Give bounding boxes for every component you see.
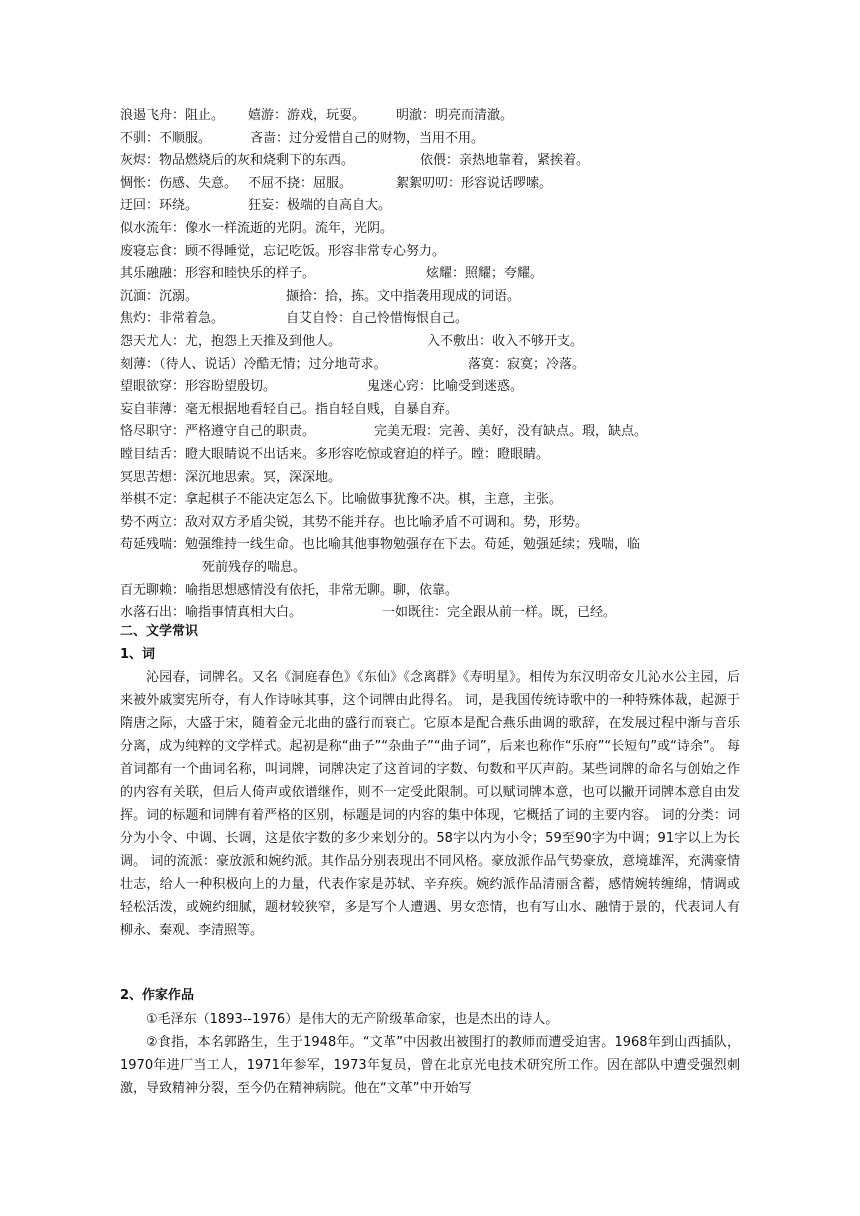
vocab-entry: [120, 151, 590, 171]
ci-paragraph-text: 沁园春，词牌名。又名《洞庭春色》《东仙》《念离群》《寿明星》。相传为东汉明帝女儿沁水公主园，后来被外戚窦宪所夺，有人作诗咏其事，这个词牌由此得名。 词，是我国传统诗歌中的一种特殊体裁，起源于隋唐之际，大盛于宋，随着金元北曲的盛行而衰亡。它原本是配合燕乐曲调的歌辞，在发展过程中渐与音乐分离，成为纯粹的文学样式。起初是称“曲子”“杂曲子”“曲子词”，后来也称作“乐府”“长短句”或“诗余”。 每首词都有一个曲词名称，叫词牌，词牌决定了这首词的字数、句数和平仄声韵。某些词牌的命名与创始之作的内容有关联，但后人倚声或依谱继作，则不一定受此限制。可以赋词牌本意，也可以撇开词牌本意自由发挥。词的标题和词牌有着严格的区别，标题是词的内容的集中体现，它概括了词的主要内容。 词的分类：词分为小令、中调、长调，这是依字数的多少来划分的。58字以内为小令；59至90字为中调；91字以上为长调。 词的流派：豪放派和婉约派。其作品分别表现出不同风格。豪放派作品气势豪放，意境雄浑，充满豪情壮志，给人一种积极向上的力量，代表作家是苏轼、辛弃疾。婉约派作品清丽含蓄，感情婉转缠绵，情调或轻松活泼，或婉约细腻，题材较狭窄，多是写个人遭遇、男女恋情，也有写山水、融情于景的，代表词人有柳永、秦观、李清照等。: [120, 670, 740, 938]
vocab-term: 撷拾：拾，拣。文中指袭用现成的词语。: [286, 288, 521, 304]
vocab-term: 惆怅：伤感、失意。: [120, 175, 238, 191]
vocab-term: 吝啬：过分爱惜自己的财物，当用不用。: [250, 130, 485, 146]
vocab-term: 浪遏飞舟：阻止。: [120, 108, 225, 123]
vocab-entry: [120, 174, 553, 194]
vocab-entry: [120, 445, 549, 465]
vocab-term: 自艾自怜：自己怜惜悔恨自己。: [286, 311, 469, 327]
vocab-term: 鬼迷心窍：比喻受到迷惑。: [367, 379, 524, 395]
vocab-term: 举棋不定：拿起棋子不能决定怎么下。比喻做事犹豫不决。棋，主意，主张。: [120, 492, 563, 508]
vocab-term: 百无聊赖：喻指思想感情没有依托，非常无聊。聊，依靠。: [120, 582, 459, 598]
vocab-term: 妄自菲薄：毫无根据地看轻自己。指自轻自贱，自暴自弃。: [120, 401, 459, 417]
vocab-term: 灰烬：物品燃烧后的灰和烧剩下的东西。: [120, 153, 355, 169]
vocab-term: 狂妄：极端的自高自大。: [248, 198, 392, 214]
vocab-entry: [120, 581, 458, 601]
vocab-term: 依偎：亲热地靠着，紧挨着。: [420, 153, 590, 169]
vocab-term: 絮絮叨叨：形容说话啰嗦。: [396, 175, 553, 191]
vocab-entry: [120, 422, 648, 442]
vocab-entry: [120, 355, 586, 375]
vocab-term: 一如既往：完全跟从前一样。既，已经。: [382, 605, 617, 621]
vocab-term: 水落石出：喻指事情真相大白。: [120, 605, 303, 621]
vocab-term: 似水流年：像水一样流逝的光阴。流年，光阴。: [120, 221, 394, 236]
vocab-term: 恪尽职守：严格遵守自己的职责。: [120, 424, 316, 440]
vocab-term: 不驯：不顺服。: [120, 130, 212, 146]
vocab-term: 入不敷出：收入不够开支。: [427, 334, 584, 349]
vocab-entry: [120, 603, 617, 623]
ci-paragraph: [120, 666, 740, 942]
vocab-term: 刻薄：（待人、说话）冷酷无情；过分地苛求。: [120, 356, 387, 372]
vocab-entry-continuation: 死前残存的喘息。: [202, 560, 307, 575]
vocab-term: 炫耀：照耀；夸耀。: [426, 266, 544, 282]
vocab-term: 冥思苦想：深沉地思索。冥，深深地。: [120, 469, 342, 485]
vocab-term: 势不两立：敌对双方矛盾尖锐，其势不能并存。也比喻矛盾不可调和。势，形势。: [120, 514, 589, 530]
vocab-entry: [120, 196, 392, 216]
vocab-entry: [120, 219, 393, 239]
vocab-entry: [120, 106, 514, 126]
authors-section: [120, 1008, 740, 1100]
subsection-title-authors: 2、作家作品: [120, 988, 195, 1003]
vocab-entry: [120, 264, 544, 284]
vocab-entry: [120, 287, 521, 307]
vocab-entry: [120, 377, 524, 397]
vocab-term: 明澈：明亮而清澈。: [396, 108, 514, 123]
vocab-term: 嬉游：游戏，玩耍。: [248, 108, 366, 123]
vocab-term: 瞠目结舌：瞪大眼睛说不出话来。多形容吃惊或窘迫的样子。瞠：瞪眼睛。: [120, 447, 550, 462]
vocab-term: 完美无瑕：完善、美好，没有缺点。瑕，缺点。: [374, 424, 648, 440]
vocab-entry: [120, 309, 469, 329]
vocab-term: 沉湎：沉溺。: [120, 288, 199, 304]
author-mao-zedong: ①毛泽东（1893--1976）是伟大的无产阶级革命家，也是杰出的诗人。: [146, 1012, 559, 1027]
vocab-entry: [120, 535, 640, 555]
vocab-term: 望眼欲穿：形容盼望殷切。: [120, 379, 277, 395]
vocab-term: 落寞：寂寞；冷落。: [468, 356, 586, 372]
vocab-term: 焦灼：非常着急。: [120, 311, 225, 327]
vocab-entry: [120, 490, 562, 510]
section-title-literature: 二、文学常识: [120, 624, 199, 639]
subsection-title-ci: 1、词: [120, 647, 156, 662]
vocab-term: 废寝忘食：顾不得睡觉，忘记吃饭。形容非常专心努力。: [120, 243, 446, 259]
vocab-term: 迂回：环绕。: [120, 198, 199, 214]
vocab-entry: [120, 513, 588, 533]
vocab-term: 苟延残喘：勉强维持一线生命。也比喻其他事物勉强存在下去。苟延，勉强延续；残喘，临: [120, 537, 641, 553]
vocab-entry: [120, 332, 584, 352]
vocab-entry: [120, 129, 485, 149]
vocab-entry: [120, 468, 341, 488]
vocab-term: 其乐融融：形容和睦快乐的样子。: [120, 266, 316, 282]
vocab-entry: [120, 400, 458, 420]
vocab-entry: [120, 242, 445, 262]
vocab-term: 怨天尤人：尤，抱怨上天推及到他人。: [120, 334, 342, 349]
vocab-term: 不屈不挠：屈服。: [248, 175, 353, 191]
author-shi-zhi: ②食指，本名郭路生，生于1948年。“文革”中因救出被围打的教师而遭受迫害。1968年到山西插队，1970年进厂当工人，1971年参军，1973年复员，曾在北京光电技术研究所工作。因在部队中遭受强烈刺激，导致精神分裂，至今仍在精神病院。他在“文革”中开始写: [120, 1035, 740, 1096]
